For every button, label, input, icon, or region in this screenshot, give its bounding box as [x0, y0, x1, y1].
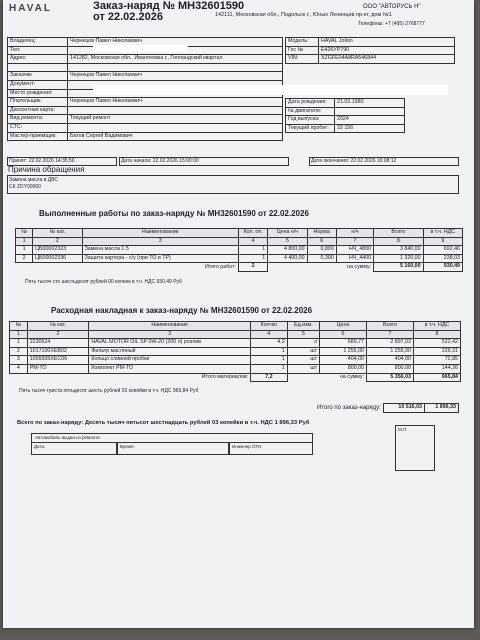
works-cell: ЦБ00002336: [33, 254, 82, 263]
end-date: Дата окончания: 22.02.2026 16:08:12: [311, 158, 397, 164]
stamp-label: М.П.: [398, 427, 408, 432]
company-phone: Телефоны: +7 (495) 2768777: [358, 21, 425, 27]
accepted-date: Принят: 22.02.2026 14:35:50: [9, 158, 75, 164]
parts-total-row: [10, 373, 461, 382]
parts-cell: 2: [10, 347, 28, 356]
work-order-sheet: [3, 0, 474, 628]
parts-header-cell: Всего: [367, 322, 414, 331]
parts-sum-label: на сумму:: [339, 373, 364, 380]
customer-info-label: Место рождения:: [8, 89, 68, 98]
customer-info-label: [8, 63, 68, 72]
parts-number-cell: 5: [287, 330, 319, 339]
parts-cell: 72,85: [413, 356, 460, 365]
parts-cell: 1009305XEC06: [27, 356, 89, 365]
works-total-qty: 2: [238, 263, 267, 272]
reason-line-1: Замена масла в ДВС: [9, 177, 58, 183]
start-date-box: [119, 157, 289, 166]
parts-header-cell: Кол-во: [251, 322, 288, 331]
works-sum-vat: 930,49: [423, 263, 462, 272]
works-number-cell: 7: [336, 237, 373, 246]
vehicle-info-label: VIN:: [286, 55, 319, 64]
grand-total-table: [383, 403, 459, 413]
time-field: [117, 442, 229, 455]
inspector-field: [229, 442, 313, 455]
works-header-cell: Кол. оп.: [238, 229, 267, 238]
table-row: [16, 254, 463, 263]
redacted-area: [93, 85, 448, 95]
parts-number-cell: 2: [27, 330, 89, 339]
works-sum-label: на сумму:: [347, 263, 372, 270]
customer-info-row: [8, 115, 283, 124]
vehicle-extra-value: 21.03.1980: [335, 99, 405, 108]
vehicle-info-value: XZGFE04A8RA546844: [319, 55, 455, 64]
works-cell: ЦБ00002323: [33, 246, 82, 255]
parts-header-cell: в т.ч. НДС: [413, 322, 460, 331]
vehicle-extra-table: [285, 98, 405, 133]
table-row: [16, 246, 463, 255]
vehicle-extra-row: [286, 124, 405, 133]
vehicle-extra-row: [286, 99, 405, 108]
works-cell: 3 840,00: [374, 246, 423, 255]
time-label: Время:: [120, 444, 135, 449]
start-date: Дата начала: 22.02.2026 15:00:00: [121, 158, 199, 164]
vehicle-extra-row: [286, 116, 405, 125]
works-number-cell: 6: [307, 237, 336, 246]
customer-info-row: [8, 98, 283, 107]
vehicle-info-row: [286, 55, 455, 64]
works-cell: 4 400,00: [268, 254, 307, 263]
works-cell: 692,46: [423, 246, 462, 255]
parts-sum: 5 356,03: [367, 373, 414, 382]
parts-cell: л: [287, 339, 319, 348]
parts-cell: 1 255,00: [367, 347, 414, 356]
parts-cell: шт: [287, 364, 319, 373]
parts-cell: 800,00: [367, 364, 414, 373]
parts-cell: 1: [251, 356, 288, 365]
parts-cell: 4,2: [251, 339, 288, 348]
customer-info-label: Вид ремонта:: [8, 115, 68, 124]
customer-info-row: [8, 132, 283, 141]
parts-number-row: [10, 330, 461, 339]
works-sum: 5 160,00: [374, 263, 423, 272]
parts-cell: 404,00: [367, 356, 414, 365]
customer-info-label: Документ:: [8, 80, 68, 89]
parts-number-cell: 4: [251, 330, 288, 339]
customer-info-value: 141282, Московская обл., Ивантеевка г., Голландский квартал: [68, 55, 283, 64]
customer-info-label: Дисконтная карта:: [8, 106, 68, 115]
parts-header-cell: Цена: [320, 322, 367, 331]
works-cell: 1 320,00: [374, 254, 423, 263]
works-total-row: [16, 263, 463, 272]
works-cell: НЧ_4800: [336, 246, 373, 255]
company-address: 142111, Московская обл., Подольск г., Юных Ленинцев пр-кт, дом №1: [215, 12, 392, 18]
customer-info-row: [8, 72, 283, 81]
works-cell: 1: [238, 246, 267, 255]
works-cell: 4 800,00: [268, 246, 307, 255]
customer-info-label: Адрес:: [8, 55, 68, 64]
parts-cell: 1: [10, 339, 28, 348]
parts-number-cell: 6: [320, 330, 367, 339]
works-header-cell: Норма: [307, 229, 336, 238]
parts-cell: 1: [251, 364, 288, 373]
release-caption: Автомобиль выдан из ремонта: [35, 435, 100, 440]
date-label: Дата:: [34, 444, 46, 449]
vehicle-extra-label: Дата рождения:: [286, 99, 335, 108]
works-number-row: [16, 237, 463, 246]
grand-total-sum: 10 516,03: [384, 404, 425, 413]
parts-cell: 144,26: [413, 364, 460, 373]
parts-cell: 800,00: [320, 364, 367, 373]
works-number-cell: 1: [16, 237, 33, 246]
works-number-cell: 4: [238, 237, 267, 246]
table-row: [10, 356, 461, 365]
works-total-words: Пять тысяч сто шестьдесят рублей 00 копеек в т.ч. НДС 930,49 Руб: [25, 279, 182, 285]
works-number-cell: 9: [423, 237, 462, 246]
works-header-cell: №: [16, 229, 33, 238]
customer-info-value: [68, 63, 283, 72]
works-cell: 238,03: [423, 254, 462, 263]
vehicle-extra-value: 32 156: [335, 124, 405, 133]
parts-cell: 1 255,00: [320, 347, 367, 356]
works-header-cell: Цена н/ч: [268, 229, 307, 238]
parts-number-cell: 8: [413, 330, 460, 339]
works-table: [15, 228, 463, 272]
redacted-phone: [93, 45, 188, 52]
customer-info-row: [8, 63, 283, 72]
parts-number-cell: 3: [89, 330, 251, 339]
works-header-cell: Наименование: [82, 229, 238, 238]
table-row: [10, 347, 461, 356]
customer-info-label: СТС:: [8, 123, 68, 132]
vehicle-info-label: Гос №: [286, 46, 319, 55]
vehicle-info-row: [286, 38, 455, 47]
customer-info-value: Чернецов Павел Николаевич: [68, 72, 283, 81]
haval-logo: HAVAL: [9, 3, 52, 14]
works-title: Выполненные работы по заказ-наряду № МН32601590 от 22.02.2026: [39, 209, 309, 218]
parts-cell: Комплект РМ-ТО: [89, 364, 251, 373]
parts-cell: 3: [10, 356, 28, 365]
parts-sum-vat: 965,84: [413, 373, 460, 382]
parts-header-row: [10, 322, 461, 331]
works-total-label: Итого работ:: [204, 263, 236, 270]
vehicle-extra-label: № двигателя:: [286, 107, 335, 116]
vehicle-info-table: [285, 37, 455, 64]
company-name: ООО "АВТОРУСЬ Н": [363, 4, 421, 10]
works-cell: 1: [238, 254, 267, 263]
works-header-cell: Всего: [374, 229, 423, 238]
vehicle-extra-label: Текущий пробег:: [286, 124, 335, 133]
parts-cell: РМ-ТО: [27, 364, 89, 373]
vehicle-extra-row: [286, 107, 405, 116]
works-cell: Замена масла 1.5: [82, 246, 238, 255]
customer-info-row: [8, 123, 283, 132]
customer-info-label: Мастер-приемщик:: [8, 132, 68, 141]
works-cell: 0,300: [307, 254, 336, 263]
works-cell: 2: [16, 254, 33, 263]
parts-number-cell: 7: [367, 330, 414, 339]
parts-cell: 689,77: [320, 339, 367, 348]
order-date: от 22.02.2026: [93, 11, 163, 23]
customer-info-value: Батов Сергей Вадимович: [68, 132, 283, 141]
works-cell: 1: [16, 246, 33, 255]
grand-total-label: Итого по заказ-наряду:: [317, 405, 381, 411]
parts-header-cell: Наименование: [89, 322, 251, 331]
parts-header-cell: №: [10, 322, 28, 331]
parts-total-qty: 7,2: [251, 373, 288, 382]
grand-total-vat: 1 896,33: [425, 404, 459, 413]
parts-cell: шт: [287, 356, 319, 365]
vehicle-extra-value: 2024: [335, 116, 405, 125]
parts-total-words: Пять тысяч триста пятьдесят шесть рублей 03 копейки в т.ч. НДС 965,84 Руб: [19, 388, 199, 394]
parts-cell: 1: [251, 347, 288, 356]
customer-info-row: [8, 106, 283, 115]
parts-cell: 404,00: [320, 356, 367, 365]
vehicle-extra-value: [335, 107, 405, 116]
parts-cell: 2 897,03: [367, 339, 414, 348]
order-title: Заказ-наряд № МН32601590: [93, 0, 245, 12]
parts-cell: HAVAL MOTOR OIL SP 0W-20 (200 л) розлив: [89, 339, 251, 348]
works-number-cell: 3: [82, 237, 238, 246]
parts-number-cell: 1: [10, 330, 28, 339]
vehicle-extra-label: Год выпуска:: [286, 116, 335, 125]
works-cell: НЧ_4400: [336, 254, 373, 263]
works-header-cell: № кат.: [33, 229, 82, 238]
vehicle-info-value: HAVAL Jolion: [319, 38, 455, 47]
vehicle-info-row: [286, 46, 455, 55]
parts-cell: Кольцо сливной пробки: [89, 356, 251, 365]
customer-info-label: Заказчик: [8, 72, 68, 81]
customer-info-value: Чернецов Павел Николаевич: [68, 98, 283, 107]
parts-cell: шт: [287, 347, 319, 356]
stamp-box: [395, 425, 435, 471]
customer-info-label: Владелец:: [8, 38, 68, 47]
customer-info-row: [8, 55, 283, 64]
date-field: [31, 442, 117, 455]
works-number-cell: 5: [268, 237, 307, 246]
works-number-cell: 8: [374, 237, 423, 246]
grand-total-words: Всего по заказ-наряду: Десять тысяч пятьсот шестнадцать рублей 03 копейки в т.ч. НДС 1 896,33 Руб: [17, 420, 310, 426]
parts-total-label: Итого материалов:: [201, 373, 249, 380]
parts-cell: Фильтр масляный: [89, 347, 251, 356]
parts-table: [9, 321, 461, 382]
works-number-cell: 2: [33, 237, 82, 246]
customer-info-value: Текущий ремонт: [68, 115, 283, 124]
works-cell: 0,800: [307, 246, 336, 255]
parts-cell: 522,42: [413, 339, 460, 348]
table-row: [10, 364, 461, 373]
parts-header-cell: № кат.: [27, 322, 89, 331]
end-date-box: [309, 157, 459, 166]
table-row: [10, 339, 461, 348]
works-header-row: [16, 229, 463, 238]
works-header-cell: н/ч: [336, 229, 373, 238]
inspector-label: Инженер ОТК:: [232, 444, 263, 449]
reason-line-2: СК ZDY00060: [9, 184, 41, 190]
parts-cell: 2230524: [27, 339, 89, 348]
reason-box: [7, 175, 459, 194]
parts-cell: 226,31: [413, 347, 460, 356]
works-cell: Защита картера - с/у (при ТО и ТР): [82, 254, 238, 263]
customer-info-value: [68, 123, 283, 132]
customer-info-label: Тел:: [8, 46, 68, 55]
parts-cell: 1017100XEB02: [27, 347, 89, 356]
customer-info-value: Чернецов Павел Николаевич: [68, 38, 283, 47]
parts-cell: 4: [10, 364, 28, 373]
vehicle-info-value: Е426УР790: [319, 46, 455, 55]
parts-title: Расходная накладная к заказ-наряду № МН32601590 от 22.02.2026: [51, 306, 313, 315]
reason-title: Причина обращения: [8, 165, 85, 174]
vehicle-info-label: Модель:: [286, 38, 319, 47]
works-header-cell: в т.ч. НДС: [423, 229, 462, 238]
customer-info-label: Плательщик:: [8, 98, 68, 107]
customer-info-value: [68, 106, 283, 115]
parts-header-cell: Ед.изм.: [287, 322, 319, 331]
